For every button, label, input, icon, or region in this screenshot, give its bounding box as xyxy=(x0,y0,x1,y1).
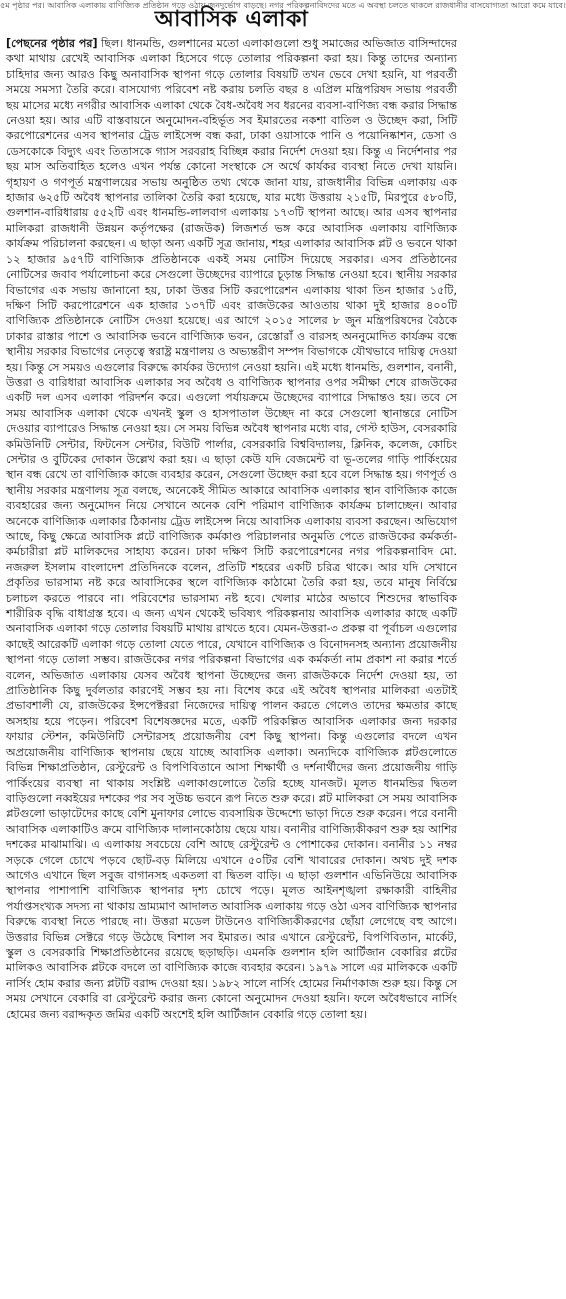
article-paragraph xyxy=(6,36,457,1022)
newspaper-page xyxy=(0,1,566,1299)
cropped-previous-text: ৫ম পৃষ্ঠার পর। আবাসিক এলাকায় বাণিজ্যিক প্রতিষ্ঠান গড়ে ওঠায় জনদুর্ভোগ বাড়ছে। নগর পরিকল্পনাবিদদের মতে এ অবস্থা চলতে থাকলে রাজধানীর বাসযোগ্যতা আরো কমে যাবে। xyxy=(0,1,566,10)
continued-from-label: [পেছনের পৃষ্ঠার পর] xyxy=(6,37,98,50)
article-text: ছিল। ধানমন্ডি, গুলশানের মতো এলাকাগুলো শুধু সমাজের অভিজাত বাসিন্দাদের কথা মাথায় রেখেই আবাসিক এলাকা হিসেবে গড়ে তোলার পরিকল্পনা করা হয়। কিন্তু তাদের অন্যান্য চাহিদার জন্য আরও কিছু অনাবাসিক স্থাপনা গড়ে তোলার বিষয়টি তখন ভেবে দেখা হয়নি, যা পরবর্তী সময়ে সমস্যা তৈরি করে। বাসযোগ্য পরিবেশ নষ্ট করায় চলতি বছর ৪ এপ্রিল মন্ত্রিপরিষদ সভায় পরবর্তী ছয় মাসের মধ্যে নগরীর আবাসিক এলাকা থেকে বৈধ-অবৈধ সব ধরনের ব্যবসা-বাণিজ্য বন্ধ করার সিদ্ধান্ত নেওয়া হয়। আর এটি বাস্তবায়নে অনুমোদন-বহির্ভূত সব ইমারতের নকশা বাতিল ও উচ্ছেদ করা, সিটি করপোরেশনের এসব স্থাপনার ট্রেড লাইসেন্স বন্ধ করা, ঢাকা ওয়াসাকে পানি ও পয়োনিষ্কাশন, ডেসা ও ডেসকোকে বিদ্যুৎ এবং তিতাসকে গ্যাস সরবরাহ বিচ্ছিন্ন করার নির্দেশ দেওয়া হয়। কিন্তু এ নির্দেশনার পর ছয় মাস অতিবাহিত হলেও এখন পর্যন্ত কোনো সংস্থাকে সে অর্থে কার্যকর ব্যবস্থা নিতে দেখা যায়নি। গৃহায়ণ ও গণপূর্ত মন্ত্রণালয়ের সভায় অনুষ্ঠিত তথ্য থেকে জানা যায়, রাজধানীর বিভিন্ন এলাকায় এক হাজার ৬২৫টি অবৈধ স্থাপনার তালিকা তৈরি করা হয়েছে, যার মধ্যে উত্তরায় ২১৫টি, মিরপুরে ৫৮০টি, গুলশান-বারিধারায় ৫৫২টি এবং ধানমন্ডি-লালবাগ এলাকায় ১৭৩টি স্থাপনা আছে। আর এসব স্থাপনার মালিকরা রাজধানী উন্নয়ন কর্তৃপক্ষের (রাজউক) লিজশর্ত ভঙ্গ করে আবাসিক এলাকায় বাণিজ্যিক কার্যক্রম পরিচালনা করছেন। এ ছাড়া অন্য একটি সূত্র জানায়, শহর এলাকার আবাসিক প্লট ও ভবনে থাকা ১২ হাজার ৯৫৭টি বাণিজ্যিক প্রতিষ্ঠানকে একই সময় নোটিস দিয়েছে সরকার। এসব প্রতিষ্ঠানের নোটিসের জবাব পর্যালোচনা করে সেগুলো উচ্ছেদের ব্যাপারে চূড়ান্ত সিদ্ধান্ত নেওয়া হবে। স্থানীয় সরকার বিভাগের এক সভায় জানানো হয়, ঢাকা উত্তর সিটি করপোরেশন এলাকায় থাকা তিন হাজার ১৫টি, দক্ষিণ সিটি করপোরেশনে এক হাজার ১৩৭টি এবং রাজউকের আওতায় থাকা দুই হাজার ৪০০টি বাণিজ্যিক প্রতিষ্ঠানকে নোটিস দেওয়া হয়েছে। এর আগে ২০১৫ সালের ৮ জুন মন্ত্রিপরিষদের বৈঠকে ঢাকার রাস্তার পাশে ও আবাসিক ভবনে বাণিজ্যিক ভবন, রেস্তোরাঁ ও বারসহ অননুমোদিত কার্যক্রম বন্ধে স্থানীয় সরকার বিভাগের নেতৃত্বে স্বরাষ্ট্র মন্ত্রণালয় ও অভ্যন্তরীণ সম্পদ বিভাগকে যৌথভাবে দায়িত্ব দেওয়া হয়। কিন্তু সে সময়ও এগুলোর বিরুদ্ধে কার্যকর উদ্যোগ নেওয়া হয়নি। এই মধ্যে ধানমন্ডি, গুলশান, বনানী, উত্তরা ও বারিধারা আবাসিক এলাকার সব অবৈধ ও বাণিজ্যিক স্থাপনার ওপর সমীক্ষা শেষে রাজউকের একটি দল এসব এলাকা পরিদর্শন করে। এগুলো পর্যায়ক্রমে উচ্ছেদের ব্যাপারে সিদ্ধান্তও হয়। তবে সে সময় আবাসিক এলাকা থেকে এখনই স্কুল ও হাসপাতাল উচ্ছেদ না করে সেগুলো স্থানান্তরে নোটিস দেওয়ার ব্যাপারেও সিদ্ধান্ত নেওয়া হয়। সে সময় বিভিন্ন অবৈধ স্থাপনার মধ্যে বার, গেস্ট হাউস, বেসরকারি কমিউনিটি সেন্টার, ফিটনেস সেন্টার, বিউটি পার্লার, বেসরকারি বিশ্ববিদ্যালয়, ক্লিনিক, কলেজ, কোচিং সেন্টার ও বুটিকের দোকান উল্লেখ করা হয়। এ ছাড়া কেউ যদি বেজমেন্ট বা ভূ-তলের গাড়ি পার্কিংয়ের স্থান বন্ধ রেখে তা বাণিজ্যিক কাজে ব্যবহার করেন, সেগুলো উচ্ছেদ করা হবে বলে সিদ্ধান্ত হয়। গণপূর্ত ও স্থানীয় সরকার মন্ত্রণালয় সূত্র বলছে, অনেকেই সীমিত আকারে আবাসিক এলাকার স্থান বাণিজ্যিক কাজে ব্যবহারের জন্য অনুমোদন নিয়ে সেখানে অনেক বেশি পরিমাণ বাণিজ্যিক কার্যক্রম চালাচ্ছেন। আবার অনেকে বাণিজ্যিক এলাকার ঠিকানায় ট্রেড লাইসেন্স নিয়ে আবাসিক এলাকায় ব্যবসা করছেন। অভিযোগ আছে, কিছু ক্ষেত্রে আবাসিক প্লটে বাণিজ্যিক কর্মকাণ্ড পরিচালনার অনুমতি পেতে রাজউকের কর্মকর্তা-কর্মচারীরা প্লট মালিকদের সাহায্য করেন। ঢাকা দক্ষিণ সিটি করপোরেশনের নগর পরিকল্পনাবিদ মো. নজরুল ইসলাম বাংলাদেশ প্রতিদিনকে বলেন, প্রতিটি শহরের একটি চরিত্র থাকে। আর যদি সেখানে প্রকৃতির ভারসাম্য নষ্ট করে আবাসিকের স্থলে বাণিজ্যিক কাঠামো তৈরি করা হয়, তবে মানুষ নির্বিঘ্নে চলাচল করতে পারবে না। পরিবেশের ভারসাম্য নষ্ট হবে। খেলার মাঠের অভাবে শিশুদের স্বাভাবিক শারীরিক বৃদ্ধি বাধাগ্রস্ত হবে। এ জন্য এখন থেকেই ভবিষ্যৎ পরিকল্পনায় আবাসিক এলাকার কাছে একটি অনাবাসিক এলাকা গড়ে তোলার বিষয়টি মাথায় রাখতে হবে। যেমন-উত্তরা-৩ প্রকল্প বা পূর্বাচল এগুলোর কাছেই আরেকটি এলাকা গড়ে তোলা যেতে পারে, যেখানে বাণিজ্যিক ও বিনোদনসহ অন্যান্য প্রয়োজনীয় স্থাপনা গড়ে তোলা সম্ভব। রাজউকের নগর পরিকল্পনা বিভাগের এক কর্মকর্তা নাম প্রকাশ না করার শর্তে বলেন, অভিজাত এলাকায় যেসব অবৈধ স্থাপনা উচ্ছেদের জন্য রাজউককে নির্দেশ দেওয়া হয়, তা প্রাতিষ্ঠানিক কিছু দুর্বলতার কারণেই সম্ভব হয় না। বিশেষ করে এই অবৈধ স্থাপনার মালিকরা এতটাই প্রভাবশালী যে, রাজউকের ইন্সপেক্টররা নিজেদের দায়িত্ব পালন করতে গেলেও তাদের ক্ষমতার কাছে অসহায় হয়ে পড়েন। পরিবেশ বিশেষজ্ঞদের মতে, একটি পরিকল্পিত আবাসিক এলাকার জন্য দরকার ফায়ার স্টেশন, কমিউনিটি সেন্টারসহ প্রয়োজনীয় বেশ কিছু স্থাপনা। কিন্তু এগুলোর বদলে এখন অপ্রয়োজনীয় বাণিজ্যিক স্থাপনায় ছেয়ে যাচ্ছে আবাসিক এলাকা। অন্যদিকে বাণিজ্যিক প্লটগুলোতে বিভিন্ন শিক্ষাপ্রতিষ্ঠান, রেস্টুরেন্ট ও বিপণিবিতানে আসা শিক্ষার্থী ও দর্শনার্থীদের জন্য প্রয়োজনীয় গাড়ি পার্কিংয়ের ব্যবস্থা না থাকায় সংশ্লিষ্ট এলাকাগুলোতে তৈরি হচ্ছে যানজট। মূলত ধানমন্ডির দ্বিতল বাড়িগুলো নব্বইয়ের দশকের পর সব সুউচ্চ ভবনে রূপ নিতে শুরু করে। প্লট মালিকরা সে সময় আবাসিক প্লটগুলো ভাড়াটেদের কাছে বেশি মুনাফার লোভে ব্যবসায়িক উদ্দেশ্যে ভাড়া দিতে শুরু করেন। পরে বনানী আবাসিক এলাকাটিও ক্রমে বাণিজ্যিক দালানকোঠায় ছেয়ে যায়। বনানীর বাণিজ্যিকীকরণ শুরু হয় আশির দশকের মাঝামাঝি। এ এলাকায় সবচেয়ে বেশি আছে রেস্টুরেন্ট ও পোশাকের দোকান। বনানীর ১১ নম্বর সড়কে গেলে চোখে পড়বে ছোট-বড় মিলিয়ে এখানে ৫০টির বেশি খাবারের দোকান। অথচ দুই দশক আগেও এখানে ছিল সবুজ বাগানসহ একতলা বা দ্বিতল বাড়ি। এ ছাড়া গুলশান এভিনিউয়ে আবাসিক স্থাপনার পাশাপাশি বাণিজ্যিক স্থাপনার দৃশ্য চোখে পড়ে। মূলত আইনশৃঙ্খলা রক্ষাকারী বাহিনীর পর্যাপ্তসংখ্যক সদস্য না থাকায় ভ্রাম্যমাণ আদালত আবাসিক এলাকায় গড়ে ওঠা এসব বাণিজ্যিক স্থাপনার বিরুদ্ধে ব্যবস্থা নিতে পারছে না। উত্তরা মডেল টাউনেও বাণিজ্যিকীকরণের ছোঁয়া লেগেছে বহু আগে। উত্তরার বিভিন্ন সেক্টরে গড়ে উঠেছে বিশাল সব ইমারত। আর এখানে রেস্টুরেন্ট, বিপণিবিতান, মার্কেট, স্কুল ও বেসরকারি শিক্ষাপ্রতিষ্ঠানের রয়েছে ছড়াছড়ি। এমনকি গুলশান হলি আর্টিজান বেকারির প্লটের মালিকও আবাসিক প্লটকে বদলে তা বাণিজ্যিক কাজে ব্যবহার করেন। ১৯৭৯ সালে এর মালিককে একটি নার্সিং হোম করার জন্য প্লটটি বরাদ্দ দেওয়া হয়। ১৯৮২ সালে নার্সিং হোমের নির্মাণকাজ শুরু হয়। কিন্তু সে সময় সেখানে বেকারি বা রেস্টুরেন্ট করার জন্য কোনো অনুমোদন দেওয়া হয়নি। ফলে অবৈধভাবে নার্সিং হোমের জন্য বরাদ্দকৃত জমির একটি অংশেই হলি আর্টিজান বেকারি গড়ে তোলা হয়। xyxy=(6,37,457,1021)
article-body xyxy=(6,36,457,1022)
article-headline: আবাসিক এলাকা xyxy=(154,7,309,32)
